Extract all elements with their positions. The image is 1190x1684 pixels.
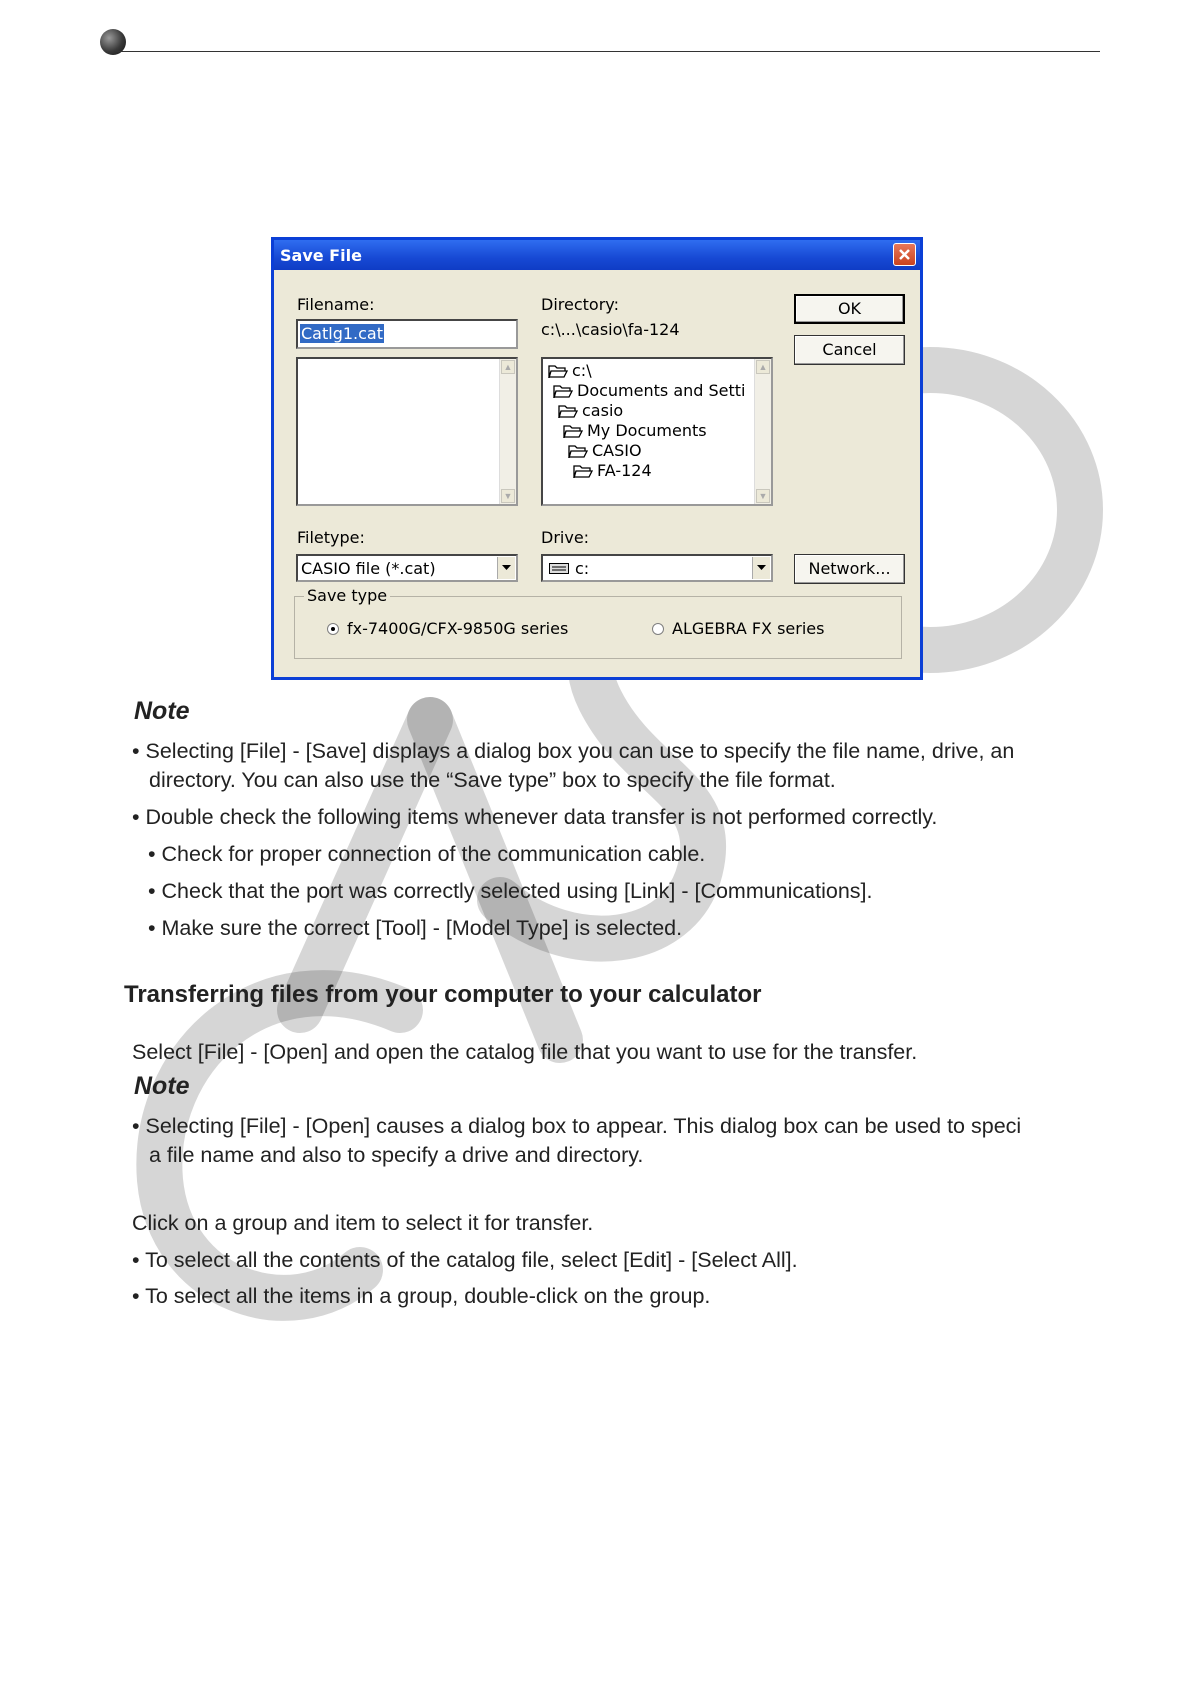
step-text: Select [File] - [Open] and open the catalog file that you want to use for the transfer. — [132, 1040, 918, 1064]
bullet-item: • To select all the contents of the catalog file, select [Edit] - [Select All]. — [132, 1248, 798, 1272]
step-text: Click on a group and item to select it for transfer. — [132, 1211, 594, 1235]
scroll-up-icon[interactable]: ▲ — [501, 360, 515, 374]
filename-list-scrollbar[interactable] — [499, 359, 516, 504]
dropdown-arrow[interactable] — [752, 557, 770, 579]
directory-item-selected[interactable]: FA-124 — [573, 461, 652, 480]
dropdown-arrow[interactable] — [497, 557, 515, 579]
directory-item[interactable]: My Documents — [563, 421, 707, 440]
chevron-down-icon — [502, 565, 511, 571]
open-folder-icon — [548, 363, 568, 378]
open-folder-icon — [553, 383, 573, 398]
close-button[interactable] — [893, 243, 916, 266]
ok-button[interactable]: OK — [794, 294, 905, 324]
directory-path: c:\...\casio\fa-124 — [541, 320, 680, 339]
save-file-dialog — [271, 237, 923, 680]
directory-item[interactable]: CASIO — [568, 441, 642, 460]
save-type-label: Save type — [304, 586, 390, 605]
directory-label: Directory: — [541, 295, 619, 314]
save-type-radio-algebra[interactable] — [652, 623, 664, 635]
directory-list-scrollbar[interactable] — [754, 359, 771, 504]
note-title: Note — [134, 697, 190, 725]
drive-icon — [549, 563, 569, 574]
drive-select[interactable] — [541, 554, 773, 582]
note-line: • Selecting [File] - [Open] causes a dialog box to appear. This dialog box can be used to speci — [132, 1114, 1022, 1138]
scroll-up-icon[interactable]: ▲ — [756, 360, 770, 374]
section-heading: Transferring files from your computer to your calculator — [124, 981, 762, 1008]
open-folder-icon — [573, 463, 593, 478]
note-subline: • Check for proper connection of the communication cable. — [148, 842, 706, 866]
header-rule — [114, 51, 1100, 52]
drive-label: Drive: — [541, 528, 590, 547]
note-subline: • Make sure the correct [Tool] - [Model Type] is selected. — [148, 916, 683, 940]
filetype-value: CASIO file (*.cat) — [301, 559, 436, 578]
scroll-down-icon[interactable]: ▼ — [501, 489, 515, 503]
save-type-radio-fx7400g[interactable] — [327, 623, 339, 635]
note-line: a file name and also to specify a drive and directory. — [149, 1143, 644, 1167]
note-line: directory. You can also use the “Save type” box to specify the file format. — [149, 768, 836, 792]
open-folder-icon — [568, 443, 588, 458]
directory-item[interactable]: c:\ — [548, 361, 592, 380]
dialog-titlebar — [274, 240, 920, 270]
note-title: Note — [134, 1072, 190, 1100]
note-line: • Selecting [File] - [Save] displays a dialog box you can use to specify the file name, drive, an — [132, 739, 1015, 763]
filetype-label: Filetype: — [297, 528, 365, 547]
open-folder-icon — [563, 423, 583, 438]
drive-value: c: — [575, 559, 590, 578]
note-subline: • Check that the port was correctly selected using [Link] - [Communications]. — [148, 879, 873, 903]
close-icon — [899, 249, 910, 260]
save-type-option-algebra[interactable]: ALGEBRA FX series — [672, 619, 825, 638]
scroll-down-icon[interactable]: ▼ — [756, 489, 770, 503]
directory-item[interactable]: casio — [558, 401, 623, 420]
save-type-option-fx7400g[interactable]: fx-7400G/CFX-9850G series — [347, 619, 569, 638]
filename-input[interactable] — [296, 319, 518, 349]
open-folder-icon — [558, 403, 578, 418]
bullet-item: • To select all the items in a group, double-click on the group. — [132, 1284, 711, 1308]
filename-value: Catlg1.cat — [301, 324, 383, 343]
cancel-button[interactable]: Cancel — [794, 335, 905, 365]
note-line: • Double check the following items whenever data transfer is not performed correctly. — [132, 805, 938, 829]
network-button[interactable]: Network... — [794, 554, 905, 584]
filename-list[interactable] — [296, 357, 518, 506]
filename-label: Filename: — [297, 295, 375, 314]
chevron-down-icon — [757, 565, 766, 571]
filetype-select[interactable] — [296, 554, 518, 582]
directory-item[interactable]: Documents and Setti — [553, 381, 746, 400]
directory-list[interactable] — [541, 357, 773, 506]
dialog-title: Save File — [280, 246, 362, 265]
